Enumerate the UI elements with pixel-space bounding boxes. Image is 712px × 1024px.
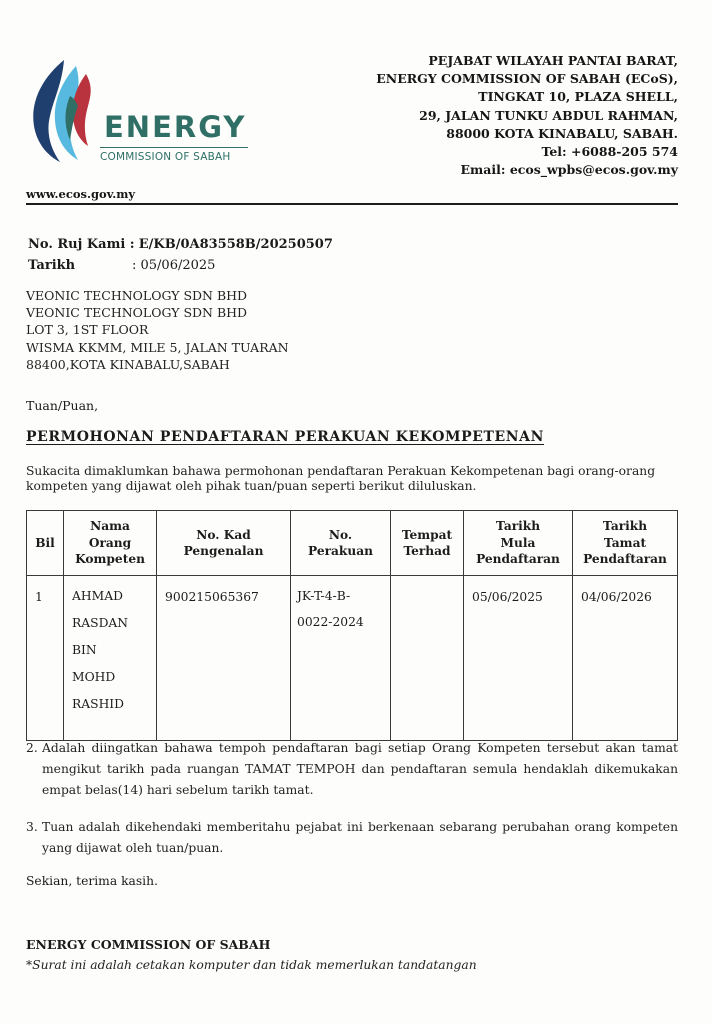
phone-line: Tel: +6088-205 574 [541, 144, 678, 160]
cell-kad: 900215065367 [157, 576, 291, 741]
intro-paragraph: Sukacita dimaklumkan bahawa permohonan pendaftaran Perakuan Kekompetenan bagi orang-orang kompeten yang dijawat oleh pihak tuan/puan seperti berikut diluluskan. [26, 464, 656, 493]
cell-mula: 05/06/2025 [464, 576, 573, 741]
header-tempat: Tempat Terhad [391, 511, 464, 576]
reference-value: E/KB/0A83558B/20250507 [138, 237, 333, 252]
recipient-line: LOT 3, 1ST FLOOR [26, 322, 149, 338]
email-line: Email: ecos_wpbs@ecos.gov.my [460, 162, 678, 178]
header-perakuan: No. Perakuan [291, 511, 391, 576]
header-bil: Bil [27, 511, 64, 576]
header-kad: No. Kad Pengenalan [157, 511, 291, 576]
header-mula: Tarikh Mula Pendaftaran [464, 511, 573, 576]
salutation: Tuan/Puan, [26, 398, 99, 413]
recipient-line: 88400,KOTA KINABALU,SABAH [26, 356, 230, 372]
logo-subtitle: COMMISSION OF SABAH [100, 151, 231, 163]
logo-divider [100, 147, 248, 148]
address-line: 29, JALAN TUNKU ABDUL RAHMAN, [419, 107, 678, 123]
footnote: *Surat ini adalah cetakan komputer dan tidak memerlukan tandatangan [26, 958, 477, 972]
competent-persons-table [26, 510, 678, 741]
reference-number-row [28, 234, 333, 255]
header-divider [26, 203, 678, 205]
cell-tempat [391, 576, 464, 741]
reference-label: No. Ruj Kami : [28, 237, 135, 252]
cell-tamat: 04/06/2026 [573, 576, 678, 741]
ecos-logo [24, 56, 247, 176]
address-line: 88000 KOTA KINABALU, SABAH. [446, 125, 678, 141]
paragraph-text: Adalah diingatkan bahawa tempoh pendaftaran bagi setiap Orang Kompeten tersebut akan tamat mengikut tarikh pada ruangan TAMAT TEMPOH dan pendaftaran semula hendaklah dikemukakan empat belas(14) hari sebelum tarikh tamat. [42, 741, 678, 797]
paragraph-number: 3. [26, 820, 38, 834]
paragraph-3 [26, 817, 678, 859]
recipient-line: VEONIC TECHNOLOGY SDN BHD [26, 288, 248, 303]
recipient-line: WISMA KKMM, MILE 5, JALAN TUARAN [26, 339, 289, 355]
flame-icon [24, 56, 104, 168]
closing-line: Sekian, terima kasih. [26, 874, 158, 888]
address-line: PEJABAT WILAYAH PANTAI BARAT, [428, 53, 678, 68]
header-tamat: Tarikh Tamat Pendaftaran [573, 511, 678, 576]
signoff: ENERGY COMMISSION OF SABAH [26, 937, 271, 952]
paragraph-2 [26, 738, 678, 801]
table-row [27, 576, 678, 741]
recipient-address [26, 287, 289, 373]
cell-nama: AHMAD RASDAN BIN MOHD RASHID [64, 576, 157, 741]
sender-address [376, 52, 678, 179]
website-link[interactable]: www.ecos.gov.my [26, 187, 136, 201]
date-row [28, 255, 333, 276]
paragraph-number: 2. [26, 741, 38, 755]
address-line: TINGKAT 10, PLAZA SHELL, [478, 89, 678, 105]
recipient-line: VEONIC TECHNOLOGY SDN BHD [26, 305, 248, 321]
address-line: ENERGY COMMISSION OF SABAH (ECoS), [376, 71, 678, 87]
date-label: Tarikh [28, 258, 76, 273]
letter-subject: PERMOHONAN PENDAFTARAN PERAKUAN KEKOMPETENAN [26, 429, 545, 445]
header-nama: Nama Orang Kompeten [64, 511, 157, 576]
cell-perakuan: JK-T-4-B- 0022-2024 [291, 576, 391, 741]
table-header-row [27, 511, 678, 576]
cell-bil: 1 [27, 576, 64, 741]
reference-block [28, 234, 333, 276]
paragraph-text: Tuan adalah dikehendaki memberitahu pejabat ini berkenaan sebarang perubahan orang kompeten yang dijawat oleh tuan/puan. [42, 820, 678, 855]
date-value: : 05/06/2025 [132, 258, 216, 273]
logo-wordmark: ENERGY [104, 110, 247, 144]
